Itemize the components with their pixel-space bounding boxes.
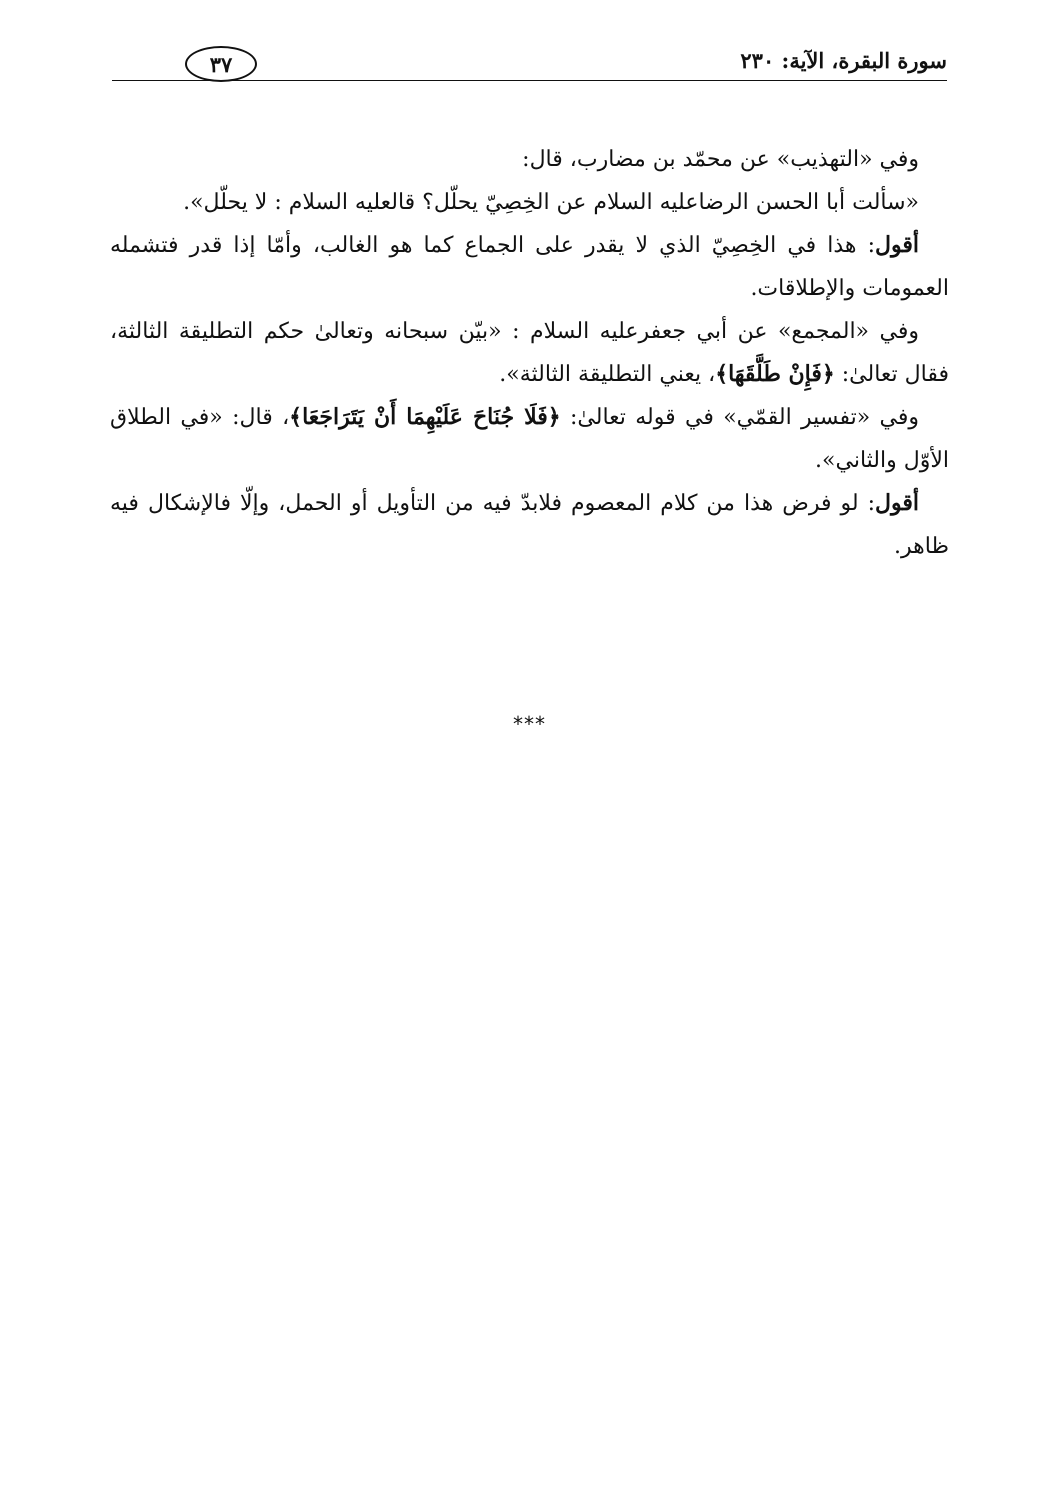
paragraph-lead-word: أقول	[875, 490, 919, 516]
paragraph	[110, 482, 949, 568]
paragraph-text: وفي «المجمع» عن أبي جعفرعليه السلام : «بيّن سبحانه وتعالىٰ حكم التطليقة الثالثة، فقال تعالىٰ:	[110, 319, 949, 387]
quran-quote: ﴿فَإِنْ طَلَّقَهَا﴾	[715, 361, 835, 387]
paragraph	[110, 310, 949, 396]
paragraph	[110, 224, 949, 310]
paragraph-text: وفي «تفسير القمّي» في قوله تعالىٰ:	[560, 405, 919, 430]
paragraph-text: : لو فرض هذا من كلام المعصوم فلابدّ فيه من التأويل أو الحمل، وإلّا فالإشكال فيه ظاهر.	[110, 491, 949, 559]
quran-quote: ﴿فَلَا جُنَاحَ عَلَيْهِمَا أَنْ يَتَرَاجَعَا﴾	[289, 404, 561, 430]
paragraph-text: «سألت أبا الحسن الرضاعليه السلام عن الخِصِيّ يحلّل؟ قالعليه السلام : لا يحلّل».	[183, 190, 919, 215]
body-text	[110, 138, 949, 568]
header-divider	[112, 80, 947, 81]
paragraph-text: ، يعني التطليقة الثالثة».	[499, 362, 716, 387]
page-number: ٣٧	[185, 46, 257, 82]
paragraph	[110, 138, 949, 181]
paragraph-text: وفي «التهذيب» عن محمّد بن مضارب، قال:	[522, 147, 919, 172]
running-title: سورة البقرة، الآية: ٢٣٠	[740, 48, 947, 73]
paragraph-text: ، قال: «في الطلاق الأوّل والثاني».	[110, 405, 949, 473]
paragraph	[110, 181, 949, 224]
paragraph	[110, 396, 949, 482]
paragraph-lead-word: أقول	[875, 232, 919, 258]
paragraph-text: : هذا في الخِصِيّ الذي لا يقدر على الجماع كما هو الغالب، وأمّا إذا قدر فتشمله العمومات والإطلاقات.	[110, 233, 949, 301]
section-separator: ***	[513, 712, 546, 736]
